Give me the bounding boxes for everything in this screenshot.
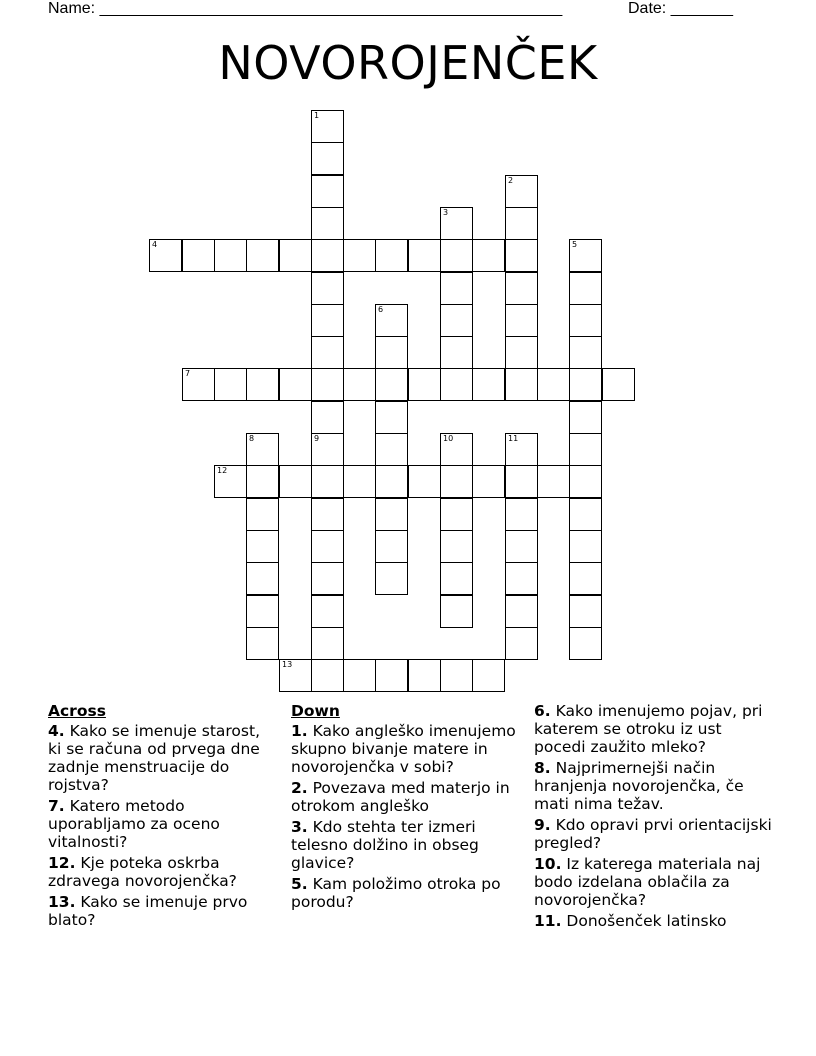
cell-number: 12: [217, 466, 228, 475]
crossword-cell[interactable]: [311, 465, 344, 498]
cell-number: 13: [282, 660, 293, 669]
crossword-cell[interactable]: [569, 401, 602, 434]
down-heading: Down: [291, 702, 340, 720]
crossword-cell[interactable]: [505, 498, 538, 531]
crossword-cell[interactable]: [343, 465, 376, 498]
crossword-cell[interactable]: [569, 336, 602, 369]
across-clues: [48, 702, 273, 932]
clue-text: Iz katerega materiala naj bodo izdelana oblačila za novorojenčka?: [534, 855, 761, 909]
crossword-cell[interactable]: [246, 562, 279, 595]
crossword-cell[interactable]: [408, 368, 441, 401]
crossword-cell[interactable]: [214, 239, 247, 272]
crossword-cell[interactable]: [569, 368, 602, 401]
clue-across-13: [48, 893, 273, 929]
cell-number: 9: [314, 434, 320, 443]
crossword-cell[interactable]: [246, 465, 279, 498]
crossword-cell[interactable]: [440, 336, 473, 369]
crossword-cell[interactable]: [182, 239, 215, 272]
crossword-cell[interactable]: [311, 530, 344, 563]
clue-down-8: [534, 759, 774, 813]
crossword-cell[interactable]: [311, 175, 344, 208]
crossword-cell[interactable]: [505, 336, 538, 369]
crossword-cell[interactable]: [472, 239, 505, 272]
clue-number: 5.: [291, 875, 308, 893]
crossword-cell[interactable]: [149, 239, 182, 272]
clue-text: Najprimernejši način hranjenja novorojenčka, če mati nima težav.: [534, 759, 744, 813]
crossword-cell[interactable]: [375, 336, 408, 369]
clue-number: 11.: [534, 912, 562, 930]
crossword-cell[interactable]: [214, 368, 247, 401]
clue-number: 3.: [291, 818, 308, 836]
crossword-cell[interactable]: [505, 272, 538, 305]
crossword-cell[interactable]: [440, 498, 473, 531]
crossword-cell[interactable]: [311, 627, 344, 660]
crossword-cell[interactable]: [440, 239, 473, 272]
crossword-cell[interactable]: [408, 239, 441, 272]
name-field[interactable]: Name: ____________________________________________________: [48, 0, 563, 17]
crossword-cell[interactable]: [311, 304, 344, 337]
date-field[interactable]: Date: _______: [628, 0, 733, 17]
crossword-cell[interactable]: [505, 368, 538, 401]
crossword-cell[interactable]: [440, 530, 473, 563]
crossword-cell[interactable]: [311, 433, 344, 466]
clue-down-11: [534, 912, 774, 930]
crossword-cell[interactable]: [375, 498, 408, 531]
crossword-cell[interactable]: [375, 433, 408, 466]
cell-number: 3: [443, 208, 449, 217]
crossword-cell[interactable]: [279, 659, 312, 692]
down-clues-continued: [534, 702, 774, 933]
crossword-cell[interactable]: [472, 368, 505, 401]
clue-number: 13.: [48, 893, 76, 911]
clue-text: Kdo opravi prvi orientacijski pregled?: [534, 816, 772, 852]
crossword-cell[interactable]: [472, 659, 505, 692]
cell-number: 8: [249, 434, 255, 443]
crossword-cell[interactable]: [440, 562, 473, 595]
crossword-cell[interactable]: [440, 465, 473, 498]
crossword-cell[interactable]: [246, 433, 279, 466]
crossword-cell[interactable]: [311, 595, 344, 628]
crossword-cell[interactable]: [537, 465, 570, 498]
crossword-cell[interactable]: [569, 498, 602, 531]
crossword-cell[interactable]: [311, 368, 344, 401]
clue-across-12: [48, 854, 273, 890]
crossword-cell[interactable]: [505, 530, 538, 563]
crossword-cell[interactable]: [311, 401, 344, 434]
clue-number: 6.: [534, 702, 551, 720]
clue-text: Donošenček latinsko: [566, 912, 727, 930]
crossword-cell[interactable]: [375, 239, 408, 272]
crossword-cell[interactable]: [505, 465, 538, 498]
crossword-cell[interactable]: [440, 659, 473, 692]
crossword-cell[interactable]: [569, 562, 602, 595]
crossword-cell[interactable]: [505, 304, 538, 337]
crossword-cell[interactable]: [440, 595, 473, 628]
crossword-cell[interactable]: [311, 498, 344, 531]
clue-number: 9.: [534, 816, 551, 834]
clue-text: Kako se imenuje starost, ki se računa od prvega dne zadnje menstruacije do rojstva?: [48, 722, 260, 794]
clue-number: 4.: [48, 722, 65, 740]
crossword-cell[interactable]: [375, 304, 408, 337]
clue-number: 7.: [48, 797, 65, 815]
crossword-cell[interactable]: [311, 272, 344, 305]
clue-down-2: [291, 779, 521, 815]
clue-down-9: [534, 816, 774, 852]
crossword-cell[interactable]: [537, 368, 570, 401]
clue-text: Kdo stehta ter izmeri telesno dolžino in obseg glavice?: [291, 818, 479, 872]
crossword-cell[interactable]: [279, 368, 312, 401]
clue-text: Kako se imenuje prvo blato?: [48, 893, 248, 929]
clue-text: Kako angleško imenujemo skupno bivanje matere in novorojenčka v sobi?: [291, 722, 516, 776]
crossword-cell[interactable]: [505, 175, 538, 208]
down-clues: [291, 702, 521, 914]
crossword-cell[interactable]: [375, 659, 408, 692]
crossword-cell[interactable]: [440, 433, 473, 466]
clue-down-3: [291, 818, 521, 872]
crossword-cell[interactable]: [182, 368, 215, 401]
crossword-cell[interactable]: [375, 562, 408, 595]
crossword-cell[interactable]: [246, 530, 279, 563]
crossword-cell[interactable]: [602, 368, 635, 401]
clue-number: 2.: [291, 779, 308, 797]
clue-across-4: [48, 722, 273, 794]
clue-across-7: [48, 797, 273, 851]
crossword-cell[interactable]: [311, 110, 344, 143]
crossword-cell[interactable]: [505, 562, 538, 595]
crossword-cell[interactable]: [343, 239, 376, 272]
cell-number: 10: [443, 434, 454, 443]
clue-down-10: [534, 855, 774, 909]
clue-text: Kako imenujemo pojav, pri katerem se otroku iz ust pocedi zaužito mleko?: [534, 702, 763, 756]
crossword-cell[interactable]: [472, 465, 505, 498]
crossword-cell[interactable]: [408, 659, 441, 692]
clue-number: 1.: [291, 722, 308, 740]
crossword-cell[interactable]: [505, 207, 538, 240]
crossword-cell[interactable]: [440, 207, 473, 240]
crossword-cell[interactable]: [246, 595, 279, 628]
crossword-cell[interactable]: [246, 627, 279, 660]
crossword-cell[interactable]: [279, 465, 312, 498]
crossword-cell[interactable]: [343, 659, 376, 692]
cell-number: 2: [508, 176, 514, 185]
clue-text: Povezava med materjo in otrokom angleško: [291, 779, 510, 815]
page-title: NOVOROJENČEK: [218, 36, 598, 90]
crossword-cell[interactable]: [246, 368, 279, 401]
crossword-cell[interactable]: [311, 659, 344, 692]
clue-down-5: [291, 875, 521, 911]
crossword-cell[interactable]: [311, 207, 344, 240]
crossword-cell[interactable]: [440, 272, 473, 305]
cell-number: 11: [508, 434, 519, 443]
crossword-cell[interactable]: [214, 465, 247, 498]
crossword-cell[interactable]: [408, 465, 441, 498]
crossword-cell[interactable]: [569, 433, 602, 466]
crossword-cell[interactable]: [569, 239, 602, 272]
crossword-cell[interactable]: [440, 368, 473, 401]
crossword-cell[interactable]: [375, 368, 408, 401]
cell-number: 5: [572, 240, 578, 249]
clue-number: 12.: [48, 854, 76, 872]
crossword-cell[interactable]: [569, 304, 602, 337]
crossword-cell[interactable]: [505, 627, 538, 660]
clue-down-1: [291, 722, 521, 776]
crossword-cell[interactable]: [375, 465, 408, 498]
crossword-cell[interactable]: [375, 401, 408, 434]
clue-number: 10.: [534, 855, 562, 873]
cell-number: 4: [152, 240, 158, 249]
crossword-cell[interactable]: [569, 595, 602, 628]
crossword-cell[interactable]: [246, 498, 279, 531]
clue-text: Kje poteka oskrba zdravega novorojenčka?: [48, 854, 237, 890]
cell-number: 6: [378, 305, 384, 314]
crossword-cell[interactable]: [505, 433, 538, 466]
crossword-cell[interactable]: [569, 465, 602, 498]
crossword-cell[interactable]: [311, 562, 344, 595]
crossword-cell[interactable]: [569, 272, 602, 305]
clue-number: 8.: [534, 759, 551, 777]
clue-text: Katero metodo uporabljamo za oceno vitalnosti?: [48, 797, 220, 851]
crossword-cell[interactable]: [246, 239, 279, 272]
crossword-cell[interactable]: [505, 595, 538, 628]
crossword-cell[interactable]: [279, 239, 312, 272]
crossword-cell[interactable]: [311, 336, 344, 369]
crossword-cell[interactable]: [569, 627, 602, 660]
clue-down-6: [534, 702, 774, 756]
crossword-cell[interactable]: [343, 368, 376, 401]
crossword-cell[interactable]: [375, 530, 408, 563]
crossword-cell[interactable]: [440, 304, 473, 337]
crossword-cell[interactable]: [311, 239, 344, 272]
cell-number: 1: [314, 111, 320, 120]
crossword-cell[interactable]: [311, 142, 344, 175]
crossword-cell[interactable]: [569, 530, 602, 563]
clue-text: Kam položimo otroka po porodu?: [291, 875, 501, 911]
crossword-cell[interactable]: [505, 239, 538, 272]
across-heading: Across: [48, 702, 106, 720]
cell-number: 7: [185, 369, 191, 378]
